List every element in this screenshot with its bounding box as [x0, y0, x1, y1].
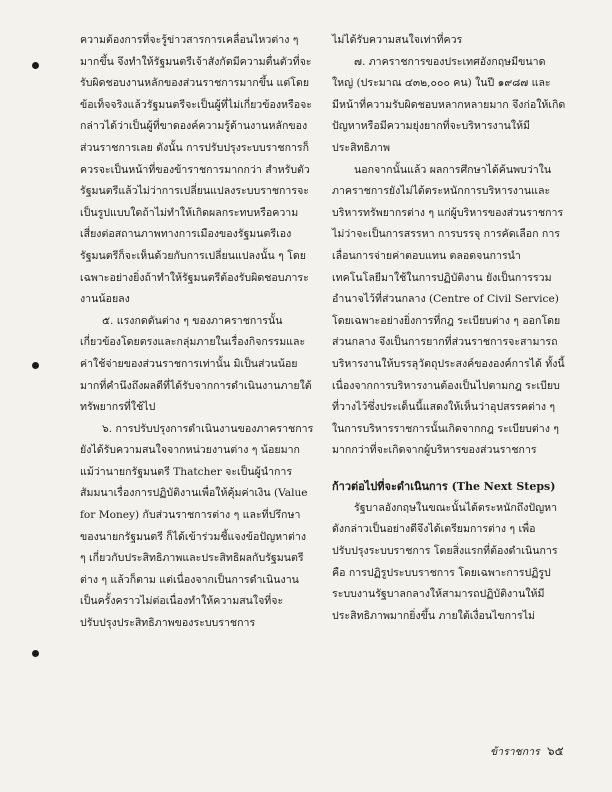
page-footer	[490, 742, 564, 761]
section-body: รัฐบาลอังกฤษในขณะนั้นได้ตระหนักถึงปัญหาดังกล่าวเป็นอย่างดีจึงได้เตรียมการต่าง ๆ เพื่อปรับปรุงระบบราชการ โดยสิ่งแรกที่ต้องดำเนินการคือ การปฏิรูประบบราชการ โดยเฉพาะการปฏิรูประบบงานรัฐบาลกลางให้สามารถปฏิบัติงานให้มีประสิทธิภาพมากยิ่งขึ้น ภายใต้เงื่อนไขการไม่	[332, 501, 558, 622]
punch-hole-bottom	[32, 650, 39, 657]
page-number: ๖๕	[546, 744, 564, 758]
right-paragraph-2: ๗. ภาคราชการของประเทศอังกฤษมีขนาดใหญ่ (ประมาณ ๔๓๒,๐๐๐ คน) ในปี ๑๙๘๗ และมีหน้าที่ความรับผิดชอบหลากหลายมาก จึงก่อให้เกิดปัญหาหรือมีความยุ่งยากที่จะบริหารงานให้มีประสิทธิภาพ	[332, 55, 566, 154]
left-paragraph-1: ความต้องการที่จะรู้ข่าวสารการเคลื่อนไหวต่าง ๆ มากขึ้น จึงทำให้รัฐมนตรีเจ้าสังกัดมีความตื่นตัวที่จะรับผิดชอบงานหลักของส่วนราชการมากขึ้น แต่โดยข้อเท็จจริงแล้วรัฐมนตรีจะเป็นผู้ที่ไม่เกี่ยวข้องหรือจะกล่าวได้ว่าเป็นผู้ที่ขาดองค์ความรู้ด้านงานหลักของส่วนราชการเลย ดังนั้น การปรับปรุงระบบราชการก็ควรจะเป็นหน้าที่ของข้าราชการมากกว่า สำหรับตัวรัฐมนตรีแล้วไม่ว่าการเปลี่ยนแปลงระบบราชการจะเป็นรูปแบบใดถ้าไม่ทำให้เกิดผลกระทบหรือความเสี่ยงต่อสถานภาพทางการเมืองของรัฐมนตรีเอง รัฐมนตรีก็จะเห็นด้วยกับการเปลี่ยนแปลงนั้น ๆ โดยเฉพาะอย่างยิ่งถ้าทำให้รัฐมนตรีต้องรับผิดชอบภาระงานน้อยลง	[80, 34, 312, 306]
right-column	[332, 30, 566, 627]
punch-hole-middle	[32, 362, 39, 369]
journal-name: ข้าราชการ	[490, 746, 540, 758]
left-paragraph-2: ๕. แรงกดดันต่าง ๆ ของภาคราชการนั้นเกี่ยวข้องโดยตรงและกลุ่มภายในเรื่องกิจกรรมและค่าใช้จ่ายของส่วนราชการเท่านั้น มิเป็นส่วนน้อยมากที่คำนึงถึงผลดีที่ได้รับจากการดำเนินงานภายใต้ทรัพยากรที่ใช้ไป	[80, 314, 312, 414]
left-column	[80, 30, 314, 635]
section-heading: ก้าวต่อไปที่จะดำเนินการ (The Next Steps)	[332, 479, 556, 493]
right-paragraph-3: นอกจากนั้นแล้ว ผลการศึกษาได้ค้นพบว่าในภาคราชการยังไม่ได้ตระหนักการบริหารงานและบริหารทรัพยากรต่าง ๆ แก่ผู้บริหารของส่วนราชการไม่ว่าจะเป็นการสรรหา การบรรจุ การคัดเลือก การเลื่อนการจ่ายค่าตอบแทน ตลอดจนการนำเทคโนโลยีมาใช้ในการปฏิบัติงาน ยังเป็นการรวมอำนาจไว้ที่ส่วนกลาง (Centre of Civil Service) โดยเฉพาะอย่างยิ่งการที่กฎ ระเบียบต่าง ๆ ออกโดยส่วนกลาง จึงเป็นการยากที่ส่วนราชการจะสามารถบริหารงานให้บรรลุวัตถุประสงค์ขององค์การได้ ทั้งนี้ เนื่องจากการบริหารงานต้องเป็นไปตามกฎ ระเบียบที่วางไว้ซึ่งประเด็นนี้แสดงให้เห็นว่าอุปสรรคต่าง ๆ ในการบริหารราชการนั้นเกิดจากกฎ ระเบียบต่าง ๆ มากกว่าที่จะเกิดจากผู้บริหารของส่วนราชการ	[332, 163, 565, 457]
punch-hole-top	[32, 62, 39, 69]
left-paragraph-3: ๖. การปรับปรุงการดำเนินงานของภาคราชการยังได้รับความสนใจจากหน่วยงานต่าง ๆ น้อยมาก แม้ว่านายกรัฐมนตรี Thatcher จะเป็นผู้นำการสัมมนาเรื่องการปฏิบัติงานเพื่อให้คุ้มค่าเงิน (Value for Money) กับส่วนราชการต่าง ๆ และที่ปรึกษาของนายกรัฐมนตรี ก็ได้เข้าร่วมชี้แจงข้อปัญหาต่าง ๆ เกี่ยวกับประสิทธิภาพและประสิทธิผลกับรัฐมนตรีต่าง ๆ แล้วก็ตาม แต่เนื่องจากเป็นการดำเนินงานเป็นครั้งคราวไม่ต่อเนื่องทำให้ความสนใจที่จะปรับปรุงประสิทธิภาพของระบบราชการ	[80, 422, 314, 630]
right-paragraph-1: ไม่ได้รับความสนใจเท่าที่ควร	[332, 34, 463, 46]
